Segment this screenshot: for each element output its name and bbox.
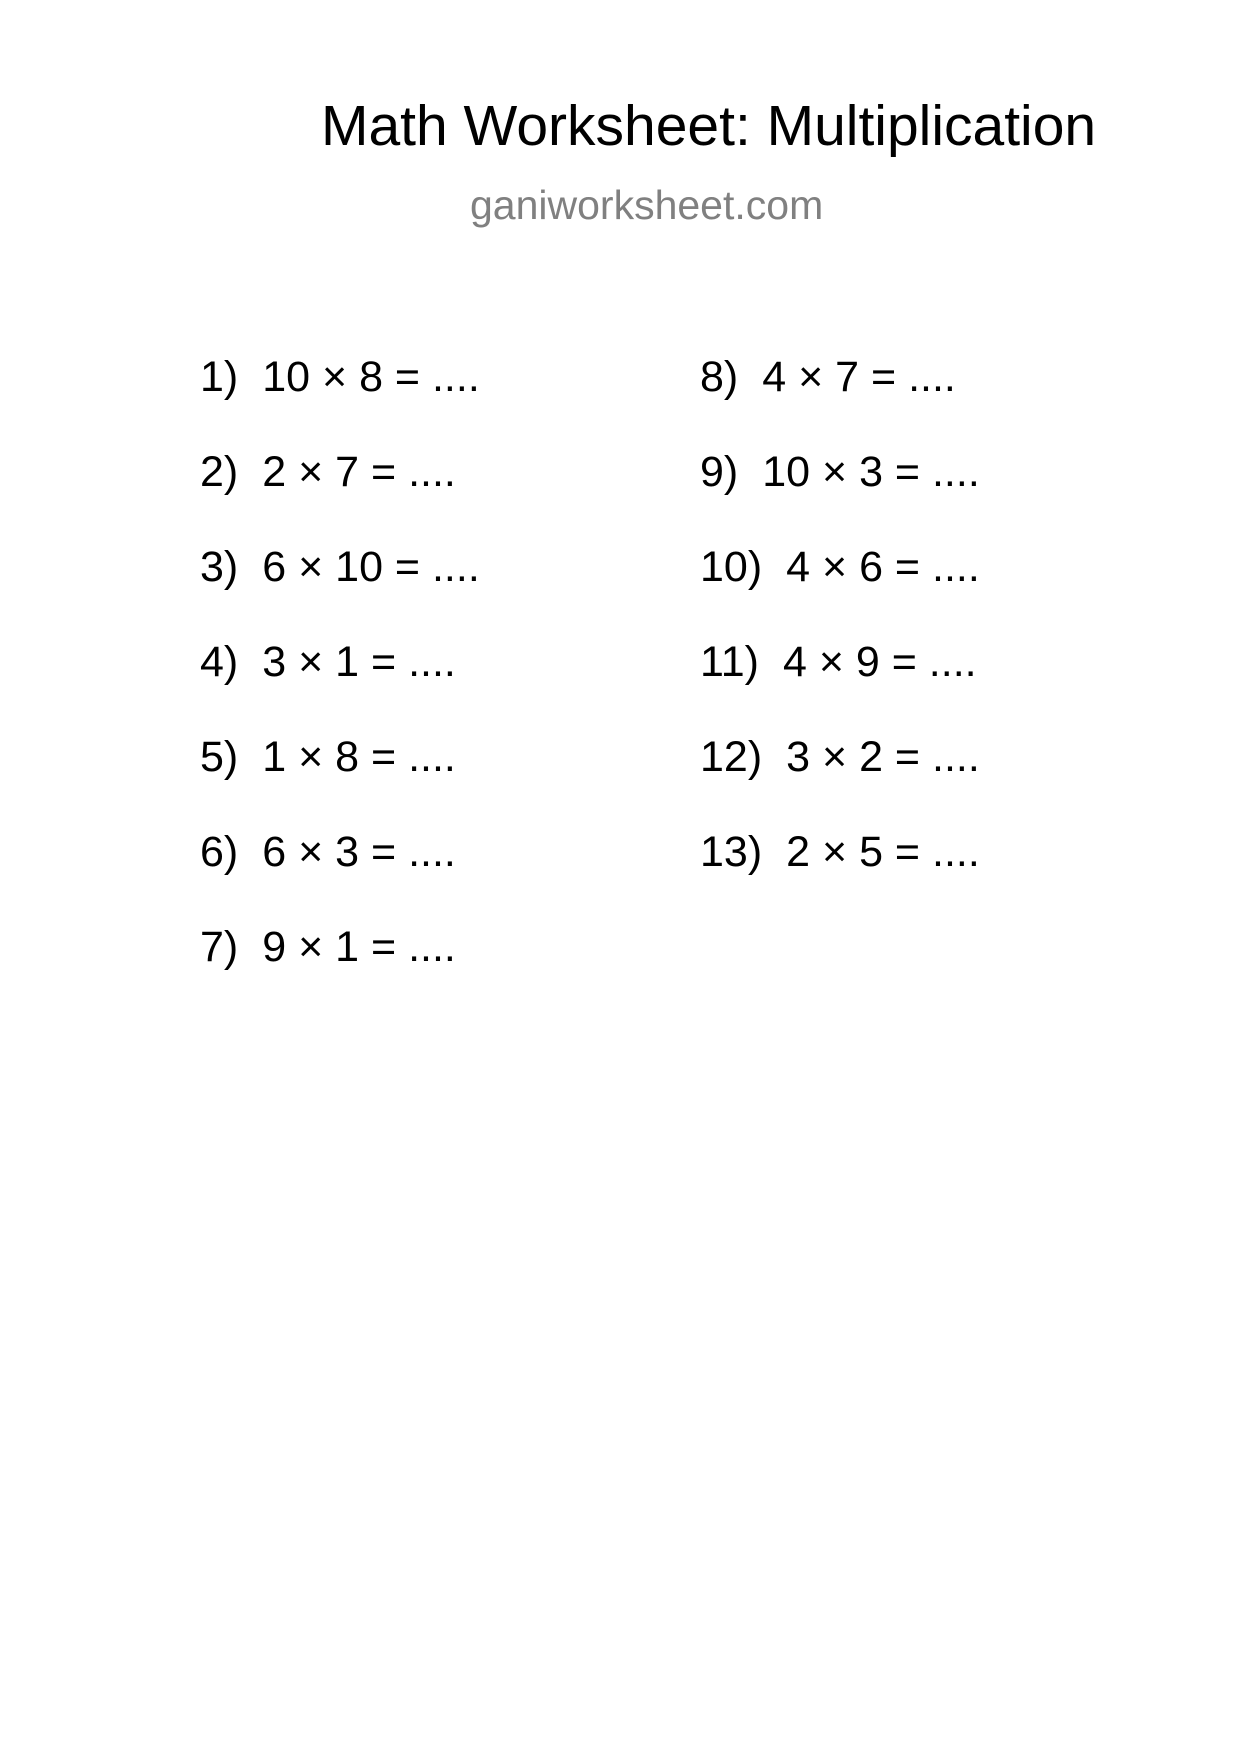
problem-item (200, 828, 480, 926)
site-name: ganiworksheet.com (470, 182, 824, 228)
problem-item (700, 448, 980, 546)
problem-number: 1) (200, 353, 239, 401)
page-title: Math Worksheet: Multiplication (321, 94, 1097, 158)
problem-column-left (200, 353, 480, 1021)
problem-number: 5) (200, 733, 239, 781)
problem-item (200, 543, 480, 641)
problem-item (200, 923, 480, 1021)
problem-number: 6) (200, 828, 239, 876)
problem-expression: 4 × 6 = .... (786, 543, 980, 591)
problem-expression: 2 × 5 = .... (786, 828, 980, 876)
problem-expression: 10 × 3 = .... (762, 448, 980, 496)
problem-item (700, 828, 980, 926)
problem-number: 10) (700, 543, 763, 591)
problem-expression: 9 × 1 = .... (262, 923, 456, 971)
problem-expression: 2 × 7 = .... (262, 448, 456, 496)
problem-expression: 4 × 7 = .... (762, 353, 956, 401)
problem-item (200, 448, 480, 546)
problem-number: 8) (700, 353, 739, 401)
problem-expression: 10 × 8 = .... (262, 353, 480, 401)
problem-expression: 4 × 9 = .... (782, 638, 977, 686)
problem-item (700, 638, 980, 736)
problem-item (700, 353, 980, 451)
problem-item (200, 353, 480, 451)
problem-number: 3) (200, 543, 239, 591)
problem-item (700, 733, 980, 831)
problem-item (700, 543, 980, 641)
problem-number: 7) (200, 923, 239, 971)
problem-expression: 3 × 1 = .... (262, 638, 456, 686)
problem-number: 12) (700, 733, 763, 781)
problem-number: 13) (700, 828, 763, 876)
problem-item (200, 638, 480, 736)
problem-number: 2) (200, 448, 239, 496)
problem-expression: 3 × 2 = .... (786, 733, 980, 781)
problem-number: 9) (700, 448, 739, 496)
problem-number: 11) (700, 638, 759, 686)
problem-expression: 1 × 8 = .... (262, 733, 456, 781)
problem-item (200, 733, 480, 831)
problem-number: 4) (200, 638, 239, 686)
problem-column-right (700, 353, 980, 926)
problem-expression: 6 × 3 = .... (262, 828, 456, 876)
problem-expression: 6 × 10 = .... (262, 543, 480, 591)
